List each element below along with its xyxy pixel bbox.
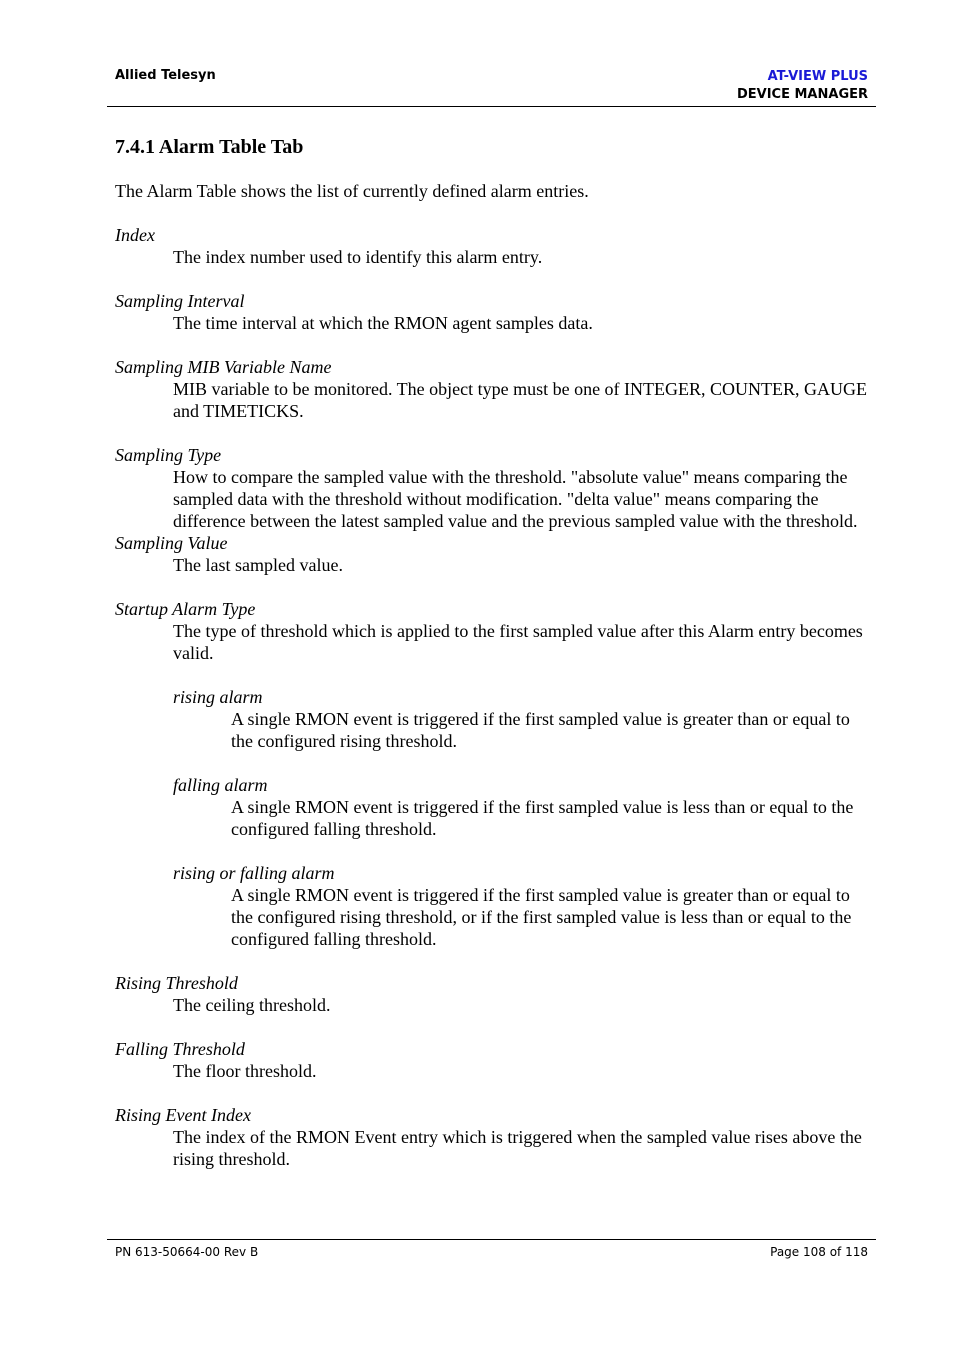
field-term: Startup Alarm Type [115,599,256,619]
field-term: Sampling Interval [115,291,245,311]
field-desc: The index of the RMON Event entry which is triggered when the sampled value rises above the rising threshold. [173,1127,862,1169]
field-desc: MIB variable to be monitored. The object type must be one of INTEGER, COUNTER, GAUGE and TIMETICKS. [173,379,868,421]
header-product-block [737,68,868,104]
main-content [115,134,875,1170]
field-desc: The time interval at which the RMON agent samples data. [173,313,593,333]
header-subtitle: DEVICE MANAGER [736,87,868,102]
option-term: rising alarm [173,687,263,707]
field-rising-threshold [115,972,875,1016]
option-desc: A single RMON event is triggered if the first sampled value is greater than or equal to the configured rising threshold. [231,709,850,751]
field-desc: The type of threshold which is applied to the first sampled value after this Alarm entry becomes valid. [173,621,863,663]
field-term: Rising Threshold [115,973,238,993]
field-term: Rising Event Index [115,1105,251,1125]
footer-page-number: Page 108 of 118 [770,1245,868,1259]
field-term: Index [115,225,155,245]
startup-option-rising-alarm [115,686,875,752]
section-title: 7.4.1 Alarm Table Tab [115,136,304,158]
field-term: Sampling Value [115,533,228,553]
field-index [115,224,875,268]
option-term: falling alarm [173,775,268,795]
option-desc: A single RMON event is triggered if the first sampled value is less than or equal to the configured falling threshold. [231,797,854,839]
field-desc: The index number used to identify this alarm entry. [173,247,543,267]
field-desc: The ceiling threshold. [173,995,331,1015]
field-sampling-interval [115,290,875,334]
footer-divider [107,1239,876,1240]
field-rising-event-index [115,1104,875,1170]
section-intro: The Alarm Table shows the list of currently defined alarm entries. [115,181,589,201]
field-term: Sampling Type [115,445,222,465]
field-term: Sampling MIB Variable Name [115,357,332,377]
option-term: rising or falling alarm [173,863,335,883]
header-company: Allied Telesyn [115,68,216,83]
header-product: AT-VIEW PLUS [767,69,868,84]
field-startup-alarm-type [115,598,875,664]
field-desc: The floor threshold. [173,1061,317,1081]
field-sampling-type [115,444,875,532]
startup-option-rising-or-falling-alarm [115,862,875,950]
field-sampling-mib-variable-name [115,356,875,422]
header-divider [107,106,876,107]
startup-option-falling-alarm [115,774,875,840]
field-desc: How to compare the sampled value with the threshold. "absolute value" means comparing the sampled data with the threshold without modification. "delta value" means comparing the difference between the latest sampled value and the previous sampled value with the threshold. [173,467,858,531]
field-desc: The last sampled value. [173,555,343,575]
option-desc: A single RMON event is triggered if the first sampled value is greater than or equal to the configured rising threshold, or if the first sampled value is less than or equal to the configured falling threshold. [231,885,852,949]
footer-part-number: PN 613-50664-00 Rev B [115,1245,259,1259]
field-sampling-value [115,532,875,576]
field-term: Falling Threshold [115,1039,245,1059]
field-falling-threshold [115,1038,875,1082]
